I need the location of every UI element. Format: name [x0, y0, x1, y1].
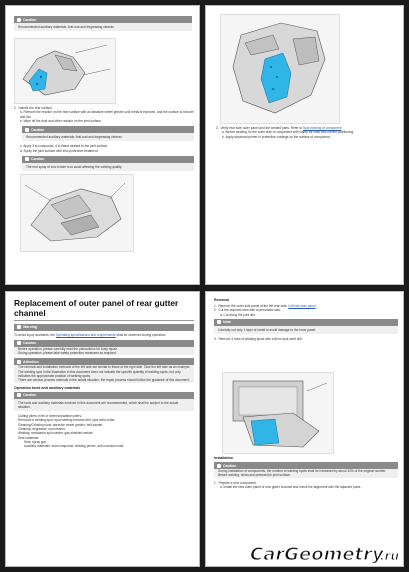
tool-item: Welding: resistance spot welder, gas shielded welder. [18, 431, 94, 436]
gutter-channel-illustration [223, 373, 333, 453]
caution-icon [17, 341, 21, 345]
substep-a: a. Before welding, fix the outer side of component with clamp for flush and correct positioning. [222, 130, 355, 135]
attention-box: Attention The removal and installation methods of the left side are similar to those of the right side. Take the left side as an example. The welding spot in the illustration in this document does not indicate the specific quantity of welding spots, but only indicates the approximate position of welding spots. There are various process methods in the actual situation; the repair process should follow the guidance of this document. [14, 358, 194, 382]
tool-item: Seal: spray gun. [24, 439, 48, 444]
welded-parts-illustration [221, 15, 339, 123]
caution-item: During operation, please take safety protection measures as required. [18, 351, 117, 356]
svg-text:CarGeometry: CarGeometry [250, 544, 384, 565]
title-divider [14, 320, 194, 321]
tool-item: Cutting pliers: rivet or sheet separation pliers. [18, 414, 82, 419]
caution-text: Recommended auxiliary materials: Anti-rust and degreasing cleaner. [18, 25, 115, 29]
note-box: Note Carefully cut only 1 layer of metal to avoid damage to the inner panel. [214, 319, 398, 334]
caution-item: Before operation, please carefully read the precautions for body repair. [18, 346, 118, 351]
attention-item: The welding spot in the illustration in this document does not indicate the specific quantity of welding spots, but only indicates the approximate position of welding spots. [18, 369, 181, 379]
caution-box-2: Caution The tools and auxiliary materials involved in this document are recommended, which shall be subject to the actual situation. [14, 392, 194, 411]
svg-text:.ru: .ru [380, 549, 400, 563]
step-2: 2. Cut the required area with a pneumatic saw. [214, 308, 281, 313]
rear-panel-illustration [15, 39, 115, 103]
tool-item: Cleaning/Grinding tools: abrasive wheel grinder, belt sander. [18, 422, 104, 427]
caution-icon [25, 128, 29, 132]
gutter-figure [222, 372, 334, 454]
rear-panel-figure-1 [14, 38, 116, 104]
caution-box: Caution Before operation, please carefully read the precautions for body repair. During operation, please take safety protection measures as required. [14, 340, 194, 356]
substep-d: d. Spray the joint surface with zinc-protective treatment. [20, 148, 99, 153]
caution-item: Before welding, clean and pretreat the joint surface. [218, 473, 291, 478]
warning-header: Warning [14, 324, 194, 331]
substep-a: a. Remove the residue on the rear surface with an abrasive wheel grinder until metal is exposed, and the surface is smooth and flat. [20, 110, 194, 119]
step-2: 2. Handle the rear surface. [14, 106, 53, 110]
step-3: 3. Remove 4 rows of welding spots with a 8mm spot weld drill. [214, 337, 303, 342]
cargeometry-logo [248, 540, 404, 567]
spot-welding-link[interactable]: Spot welding of component [303, 126, 342, 130]
rear-panel-figure-2 [20, 174, 134, 252]
caution-icon [217, 464, 221, 468]
intro-text: To avoid injury accidents, the Operating specifications and requirements shall be observed during operation. [14, 332, 167, 337]
welding-figure [220, 14, 340, 124]
caution-header: Caution [14, 16, 192, 23]
tools-list [14, 414, 194, 448]
caution-box-3: Caution The end spray of zinc binder is to avoid affecting the welding quality. [22, 156, 194, 171]
note-icon [217, 320, 221, 324]
caution-box-2: Caution Recommended auxiliary materials: Anti-rust and degreasing cleaner. [22, 126, 194, 141]
substep-b: a. Install the new outer panel of rear gutter channel and check the alignment with the adjacent parts. [220, 484, 362, 489]
caution-box-1 [14, 16, 192, 34]
warning-icon [17, 325, 21, 329]
manual-page-4 [205, 291, 404, 567]
caution-box: Caution During installation of components, the number of welding spots shall be increased by about 30% of the original number. Before welding, clean and pretreat the joint surface. [214, 462, 398, 478]
section-heading: Operation tools and auxiliary materials [14, 385, 81, 390]
installation-heading: Installation [214, 456, 233, 460]
attention-item: The removal and installation methods of the left side are similar to those of the right side. Take the left side as an example. [18, 365, 191, 370]
caution-item: During installation of components, the number of welding spots shall be increased by about 30% of the original number. [218, 469, 387, 473]
caution-icon [25, 157, 29, 161]
substep-c: c. Apply 3 to compound, 4 to flame sealant to the joint surface. [20, 144, 109, 149]
tool-item: Seal materials: [18, 435, 40, 440]
step-3: 3. Verify rear side outer panel and the welded parts. Refer to Spot welding of component [216, 126, 342, 130]
joint-surface-illustration [21, 175, 133, 251]
substep-b: b. Wipe off the dust and other residue on the joint surface. [20, 118, 102, 123]
manual-page-3 [5, 291, 200, 567]
operating-specs-link[interactable]: Operating specifications and requirements [55, 332, 116, 337]
step-1: 1. Remove the outer side panel of the left rear side. Left rear side panel [214, 304, 316, 308]
caution-icon [17, 18, 21, 22]
caution-icon [17, 393, 21, 397]
manual-page-1 [5, 5, 200, 285]
step-4: 1. Prepare a new component. [214, 480, 257, 485]
manual-page-2 [205, 5, 404, 285]
substep-b: b. Apply structural primer to protective coatings on the surface of component. [222, 134, 331, 139]
tool-item: Auxiliary materials: seal compound, welding primer, anti-corrosion wax. [24, 444, 125, 449]
attention-icon [17, 360, 21, 364]
tool-item: Cleaning: degreaser, rust cleaner. [18, 426, 66, 431]
page-title: Replacement of outer panel of rear gutter channel [14, 298, 179, 318]
left-rear-panel-link[interactable]: Left rear side panel [288, 304, 316, 308]
cargeometry-wordmark [248, 540, 404, 567]
removal-heading: Removal [214, 298, 229, 302]
substep-a: a. Cut along the joint line. [220, 312, 256, 317]
attention-item: There are various process methods in the actual situation; the repair process should follow the guidance of this document. [18, 378, 190, 383]
tool-item: Removal of welding spot: spot-welding removal drill, spot weld cutter. [18, 418, 116, 423]
